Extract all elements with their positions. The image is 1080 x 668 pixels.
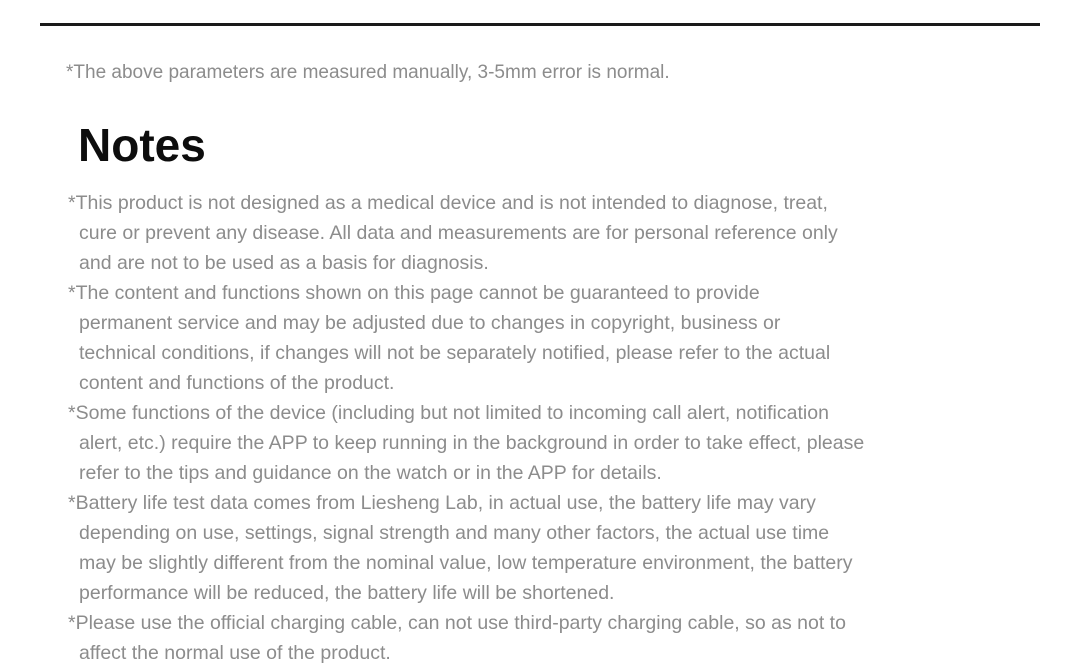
- note-item-charging-cable: *Please use the official charging cable, can not use third-party charging cable, so as not to affect the normal use of the product.: [68, 612, 846, 664]
- note-item-content-changes: *The content and functions shown on this page cannot be guaranteed to provide permanent service and may be adjusted due to changes in copyright, business or technical conditions, if changes will not be separately notified, please refer to the actual content and functions of the product.: [68, 282, 831, 394]
- notes-list: [68, 188, 1018, 668]
- note-item-medical-disclaimer: *This product is not designed as a medical device and is not intended to diagnose, treat, cure or prevent any disease. All data and measurements are for personal reference only and are not to be used as a basis for diagnosis.: [68, 192, 838, 274]
- note-item-background-app: *Some functions of the device (including but not limited to incoming call alert, notification alert, etc.) require the APP to keep running in the background in order to take effect, please refer to the tips and guidance on the watch or in the APP for details.: [68, 402, 865, 484]
- top-divider: [40, 23, 1040, 26]
- parameters-disclaimer: *The above parameters are measured manually, 3-5mm error is normal.: [66, 62, 670, 83]
- notes-heading: Notes: [78, 119, 206, 171]
- note-item-battery-life: *Battery life test data comes from Liesheng Lab, in actual use, the battery life may vary depending on use, settings, signal strength and many other factors, the actual use time may be slightly different from the nominal value, low temperature environment, the battery performance will be reduced, the battery life will be shortened.: [68, 492, 853, 604]
